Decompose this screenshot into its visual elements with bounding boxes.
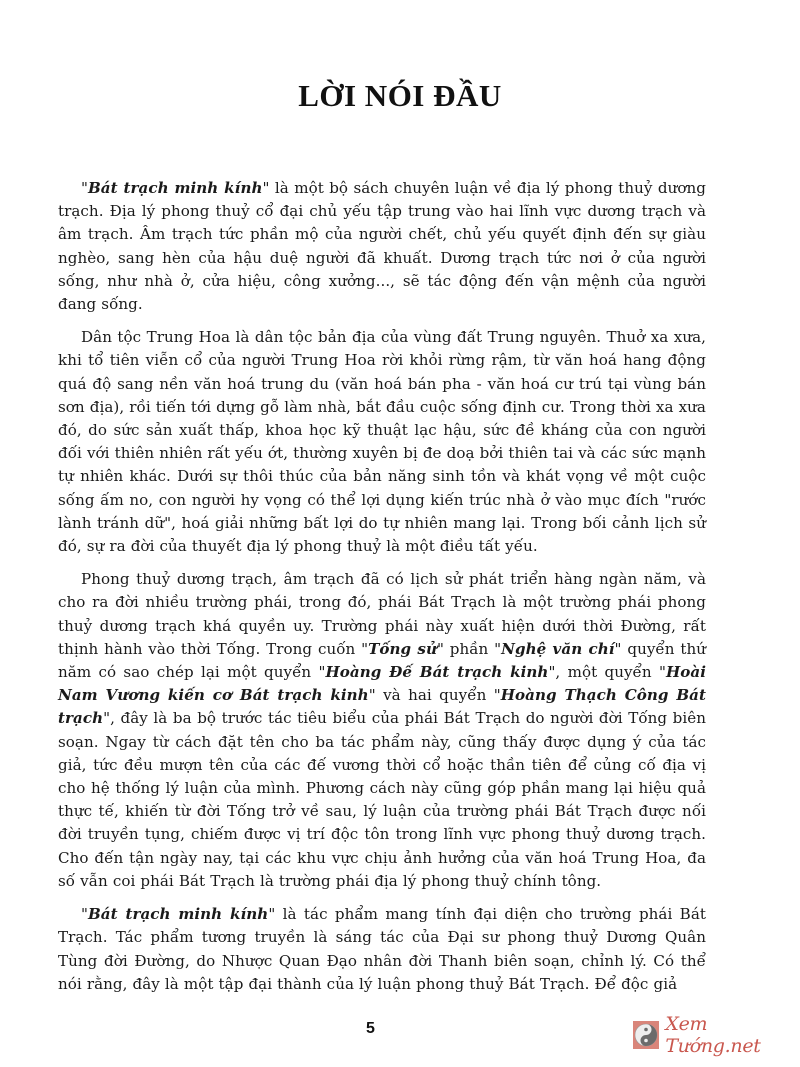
paragraph-text: ", đây là ba bộ trước tác tiêu biểu của phái Bát Trạch do người đời Tống biên soạn. Ngay từ cách đặt tên cho ba tác phẩm này, cũng thấy được dụng ý của tác giả, tức đều mượn tên của các đế vương thời cổ hoặc thần tiên để củng cố địa vị cho hệ thống lý luận của mình. Phương cách này cũng góp phần mang lại hiệu quả thực tế, khiến từ đời Tống trở về sau, lý luận của trường phái Bát Trạch được nối đời truyền tụng, chiếm được vị trí độc tôn trong lĩnh vực phong thuỷ dương trạch. Cho đến tận ngày nay, tại các khu vực chịu ảnh hưởng của văn hoá Trung Hoa, đa số vẫn coi phái Bát Trạch là trường phái địa lý phong thuỷ chính tông. xyxy=(58,709,706,890)
paragraph-text: " là tác phẩm mang tính đại diện cho trường phái Bát Trạch. Tác phẩm tương truyền là sáng tác của Đại sư phong thuỷ Dương Quân Tùng đời Đường, do Nhược Quan Đạo nhân đời Thanh biên soạn, chỉnh lý. Có thể nói rằng, đây là một tập đại thành của lý luận phong thuỷ Bát Trạch. Để độc giả xyxy=(58,905,706,993)
italic-title-text: Hoài Nam Vương kiến cơ Bát trạch kinh xyxy=(58,663,707,705)
italic-title-text: Bát trạch minh kính xyxy=(88,179,263,197)
paragraph-text: Phong thuỷ dương trạch, âm trạch đã có lịch sử phát triển hàng ngàn năm, và cho ra đời nhiều trường phái, trong đó, phái Bát Trạch là một trường phái phong thuỷ dương trạch khá quyền uy. Trường phái này xuất hiện dưới thời Đường, rất thịnh hành vào thời Tống. Trong cuốn " xyxy=(58,570,706,658)
italic-title-text: Bát trạch minh kính xyxy=(88,905,269,924)
paragraph-text: Dân tộc Trung Hoa là dân tộc bản địa của vùng đất Trung nguyên. Thuở xa xưa, khi tổ tiên viễn cổ của người Trung Hoa rời khỏi rừng rậm, từ văn hoá hang động quá độ sang nền văn hoá trung du (văn hoá bán pha - văn hoá cư trú tại vùng bán sơn địa), rồi tiến tới dựng gỗ làm nhà, bắt đầu cuộc sống định cư. Trong thời xa xưa đó, do sức sản xuất thấp, khoa học kỹ thuật lạc hậu, sức đề kháng của con người đối với thiên nhiên rất yếu ớt, thường xuyên bị đe doạ bởi thiên tai và các sức mạnh tự nhiên khác. Dưới sự thôi thúc của bản năng sinh tồn và khát vọng về một cuộc sống ấm no, con người hy vọng có thể lợi dụng kiến trúc nhà ở vào mục đích "rước lành tránh dữ", hoá giải những bất lợi do tự nhiên mang lại. Trong bối cảnh lịch sử đó, sự ra đời của thuyết địa lý phong thuỷ là một điều tất yếu. xyxy=(58,328,706,556)
page-number: 5 xyxy=(366,1020,375,1037)
paragraph-text: ", một quyển " xyxy=(548,663,666,682)
italic-title-text: Hoàng Thạch Công Bát trạch xyxy=(58,686,707,728)
page-title: LỜI NÓI ĐẦU xyxy=(298,78,502,113)
paragraph-2 xyxy=(58,326,706,558)
watermark-logo xyxy=(633,1015,800,1055)
italic-title-text: Nghệ văn chí xyxy=(501,639,615,658)
italic-title-text: Tống sử xyxy=(368,639,437,658)
paragraph-text: " xyxy=(81,179,88,197)
yin-yang-icon xyxy=(633,1021,659,1049)
paragraph-1 xyxy=(58,177,706,316)
paragraph-text: " xyxy=(81,905,88,924)
italic-title-text: Hoàng Đế Bát trạch kinh xyxy=(325,663,549,682)
paragraph-text: " và hai quyển " xyxy=(368,686,501,705)
paragraph-text: " là một bộ sách chuyên luận về địa lý phong thuỷ dương trạch. Địa lý phong thuỷ cổ đại chủ yếu tập trung vào hai lĩnh vực dương trạch và âm trạch. Âm trạch tức phần mộ của người chết, chủ yếu quyết định đến sự giàu nghèo, sang hèn của hậu duệ người đã khuất. Dương trạch tức nơi ở của người sống, như nhà ở, cửa hiệu, công xưởng..., sẽ tác động đến vận mệnh của người đang sống. xyxy=(58,179,706,314)
paragraph-text: " phần " xyxy=(436,639,502,658)
paragraph-text: " quyển thứ năm có sao chép lại một quyển " xyxy=(58,639,706,682)
watermark-text: Xem Tướng.net xyxy=(665,1013,761,1057)
body-text xyxy=(58,177,706,1006)
paragraph-4 xyxy=(58,903,706,996)
paragraph-3 xyxy=(58,568,706,893)
